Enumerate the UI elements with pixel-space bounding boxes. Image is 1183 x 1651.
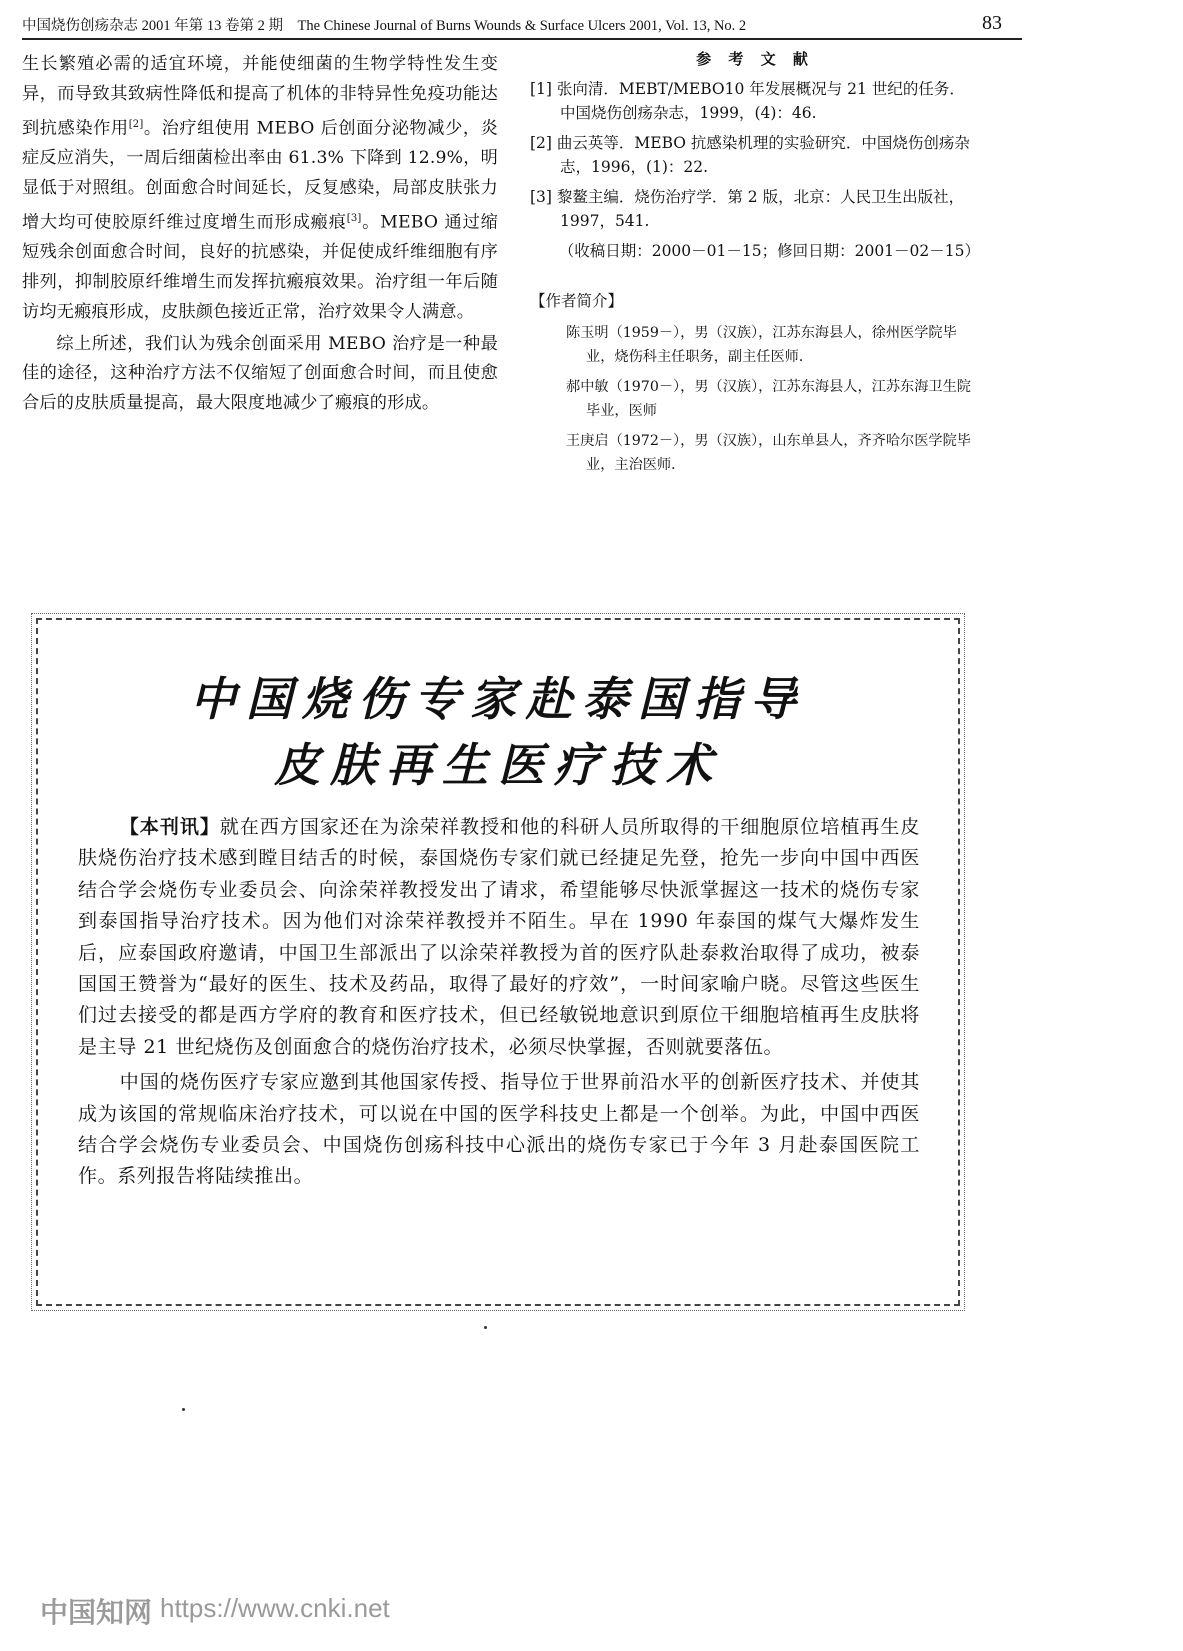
news-text: 就在西方国家还在为涂荣祥教授和他的科研人员所取得的干细胞原位培植再生皮肤烧伤治疗技术感到瞠目结舌的时候，泰国烧伤专家们就已经捷足先登，抢先一步向中国中西医结合学会烧伤专业委员会、向涂荣祥教授发出了请求，希望能够尽快派掌握这一技术的烧伤专家到泰国指导治疗技术。因为他们对涂荣祥教授并不陌生。早在 1990 年泰国的煤气大爆炸发生后，应泰国政府邀请，中国卫生部派出了以涂荣祥教授为首的医疗队赴泰救治取得了成功，被泰国国王赞誉为“最好的医生、技术及药品，取得了最好的疗效”，一时间家喻户晓。尽管这些医生们过去接受的都是西方学府的教育和医疗技术，但已经敏锐地意识到原位干细胞培植再生皮肤将是主导 21 世纪烧伤及创面愈合的烧伤治疗技术，必须尽快掌握，否则就要落伍。 [78,816,920,1058]
news-title-line-1: 中国烧伤专家赴泰国指导 [190,672,806,726]
references-title: 参 考 文 献 [696,50,814,68]
received-date: （收稿日期：2000－01－15；修回日期：2001－02－15） [558,242,980,260]
cnki-watermark-url: https://www.cnki.net [160,1593,390,1623]
citation-ref: [3] [346,212,362,224]
news-paragraph-2: 中国的烧伤医疗专家应邀到其他国家传授、指导位于世界前沿水平的创新医疗技术、并使其成为该国的常规临床治疗技术，可以说在中国的医学科技史上都是一个创举。为此，中国中西医结合学会烧伤专业委员会、中国烧伤创疡科技中心派出的烧伤专家已于今年 3 月赴泰国医院工作。系列报告将陆续推出。 [78,1071,920,1188]
citation-ref: [2] [128,118,144,130]
running-header [22,10,1022,40]
body-text-a: 生长繁殖必需的适宜环境，并能使细菌的生物学特性发生变异，而导致其致病性降低和提高了机体的非特异性免疫功能达到抗感染作用 [22,54,498,139]
body-text-c: 。MEBO 通过缩短残余创面愈合时间，良好的抗感染，并促使成纤维细胞有序排列，抑制胶原纤维增生而发挥抗瘢痕效果。治疗组一年后随访均无瘢痕形成，皮肤颜色接近正常，治疗效果令人满意。 [22,212,499,322]
author-profile: 王庚启（1972－），男（汉族），山东单县人，齐齐哈尔医学院毕业，主治医师． [566,433,971,473]
right-column [530,48,980,483]
scan-speck [484,1326,487,1329]
news-tag: 【本刊讯】 [119,816,220,838]
reference-item: [3] 黎鳌主编．烧伤治疗学．第 2 版，北京：人民卫生出版社，1997，541. [530,188,965,230]
body-paragraph-1 [22,50,498,328]
journal-running-head: 中国烧伤创疡杂志 2001 年第 13 卷第 2 期 The Chinese Journal of Burns Wounds & Surface Ulcers 2001, Vol. 13, No. 2 [22,18,747,34]
author-profile: 郝中敏（1970－），男（汉族），江苏东海县人，江苏东海卫生院毕业，医师 [566,379,971,419]
scan-speck [182,1408,185,1411]
reference-item: [1] 张向清．MEBT/MEBO10 年发展概况与 21 世纪的任务．中国烧伤创疡杂志，1999，(4)：46. [530,80,965,122]
page-number: 83 [982,12,1002,34]
news-body [78,808,920,1193]
news-paragraph-1 [78,812,920,1063]
news-title-line-2: 皮肤再生医疗技术 [274,738,722,792]
author-profile-title: 【作者简介】 [530,292,624,310]
reference-item: [2] 曲云英等．MEBO 抗感染机理的实验研究．中国烧伤创疡杂志，1996，(1)：22. [530,134,970,176]
cnki-watermark-name: 中国知网 [40,1596,153,1629]
left-column [22,50,498,419]
news-box [36,618,960,1306]
news-title [38,666,958,798]
body-paragraph-2: 综上所述，我们认为残余创面采用 MEBO 治疗是一种最佳的途径，这种治疗方法不仅缩短了创面愈合时间，而且使愈合后的皮肤质量提高，最大限度地减少了瘢痕的形成。 [22,333,498,414]
body-text-b: 。治疗组使用 MEBO 后创面分泌物减少，炎症反应消失，一周后细菌检出率由 61.3% 下降到 12.9%，明显低于对照组。创面愈合时间延长，反复感染，局部皮肤张力增大均可使胶原纤维过度增生而形成瘢痕 [22,118,499,233]
author-profile: 陈玉明（1959－），男（汉族），江苏东海县人，徐州医学院毕业，烧伤科主任职务，副主任医师． [566,325,957,365]
